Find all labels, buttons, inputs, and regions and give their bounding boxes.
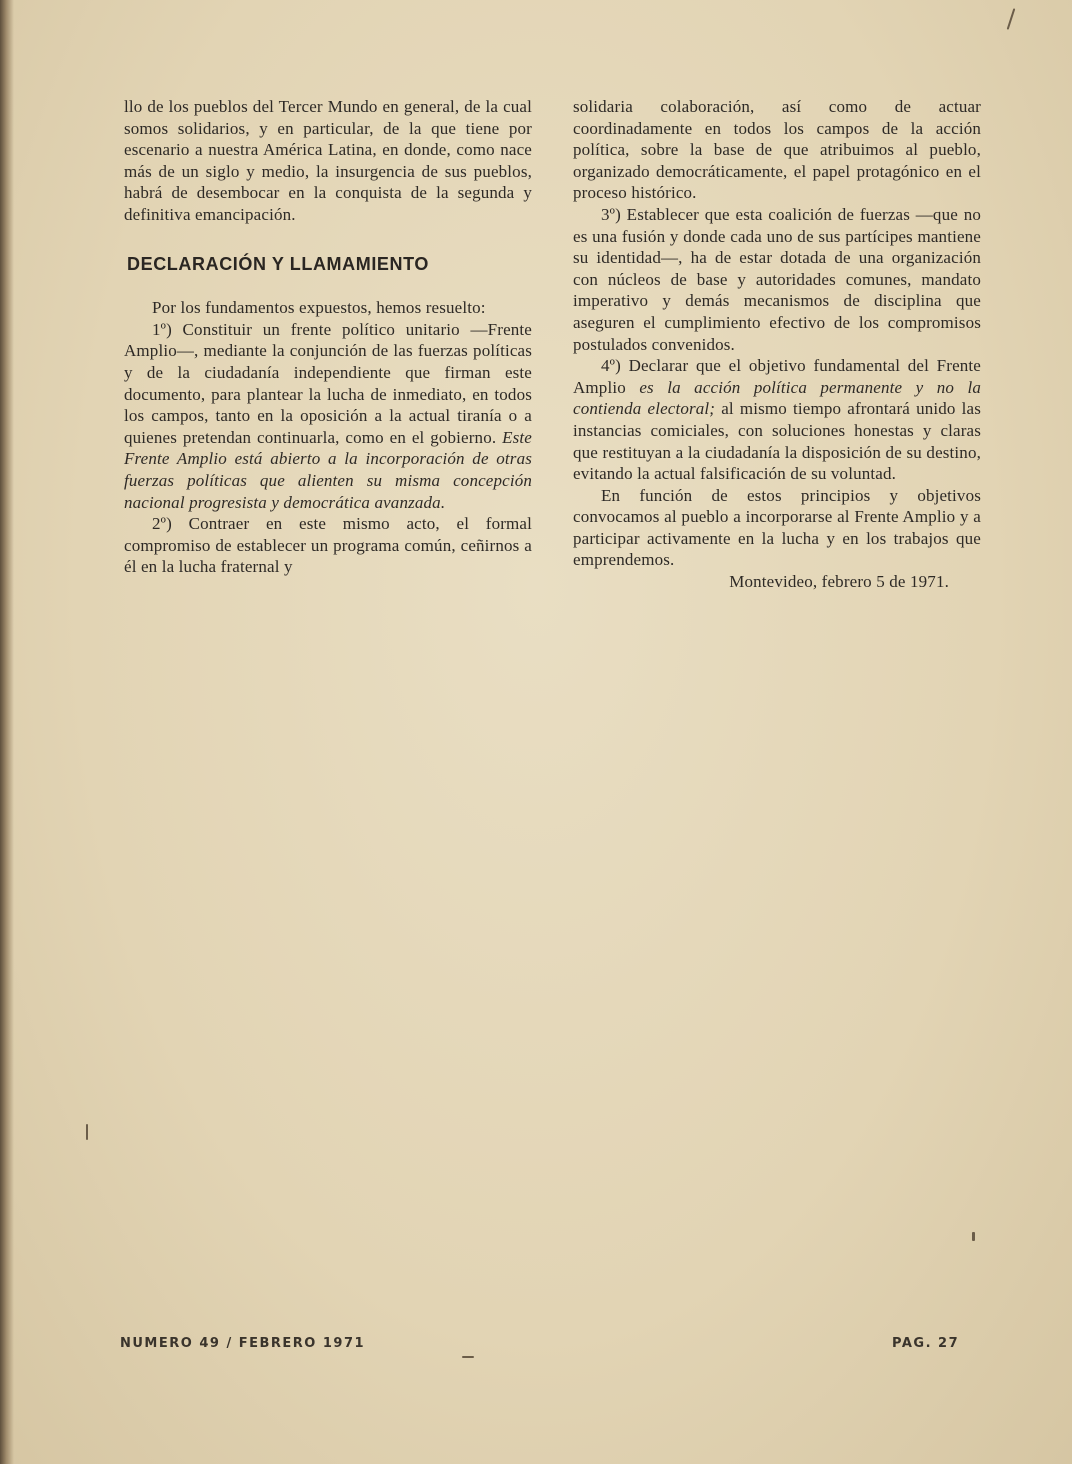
- page-binding-edge: [0, 0, 14, 1464]
- section-heading: DECLARACIÓN Y LLAMAMIENTO: [127, 253, 430, 274]
- footer-issue: NUMERO 49 / FEBRERO 1971: [120, 1336, 366, 1351]
- left-paragraph-1: llo de los pueblos del Tercer Mundo en general, de la cual somos solidarios, y en particular, de la que tiene por escenario a nuestra América Latina, en donde, como nace más de un siglo y medio, la insurgencia de sus pueblos, habrá de desembocar en la conquista de la segunda y definitiva emancipación.: [124, 97, 532, 224]
- footer-page-number: PAG. 27: [892, 1336, 960, 1351]
- right-column: [573, 96, 981, 593]
- left-paragraph-3: [124, 319, 532, 513]
- stray-mark-footer: [462, 1356, 474, 1358]
- right-paragraph-3-italic: es la acción política permanente y no la contienda electoral;: [573, 377, 981, 419]
- signature-date: Montevideo, febrero 5 de 1971.: [729, 572, 949, 592]
- left-paragraph-3-text: 1º) Constituir un frente político unitario —Frente Amplio—, mediante la conjunción de las fuerzas políticas y de la ciudadanía independiente que firman este documento, para plantear la lucha de inmediato, en todos los campos, tanto en la oposición a la actual tiranía o a quienes pretendan continuarla, como en el gobierno.: [124, 319, 532, 447]
- left-paragraph-2: Por los fundamentos expuestos, hemos resuelto:: [152, 298, 486, 318]
- stray-mark-left: [86, 1124, 88, 1140]
- left-paragraph-3-italic: Este Frente Amplio está abierto a la incorporación de otras fuerzas políticas que alienten su misma concepción nacional progresista y democrática avanzada.: [124, 427, 532, 512]
- stray-mark-right: [972, 1232, 975, 1241]
- right-paragraph-3-end: al mismo tiempo afrontará unido las instancias comiciales, con soluciones honestas y claras que restituyan a la ciudadanía la disposición de su destino, evitando la actual falsificación de su voluntad.: [573, 399, 982, 484]
- right-paragraph-3-text: 4º) Declarar que el objetivo fundamental del Frente Amplio: [573, 356, 981, 397]
- right-paragraph-2: 3º) Establecer que esta coalición de fuerzas —que no es una fusión y donde cada uno de sus partícipes mantiene su identidad—, ha de estar dotada de una organización con núcleos de base y autoridades comunes, mandato imperativo y demás mecanismos de disciplina que aseguren el cumplimiento efectivo de los compromisos postulados convenidos.: [573, 204, 981, 354]
- stray-mark-top-right: [1007, 8, 1016, 30]
- left-paragraph-4: 2º) Contraer en este mismo acto, el formal compromiso de establecer un programa común, ceñirnos a él en la lucha fraternal y: [124, 514, 532, 577]
- left-column: [124, 96, 532, 578]
- right-paragraph-1: solidaria colaboración, así como de actuar coordinadamente en todos los campos de la acción política, sobre la base de que atribuimos al pueblo, organizado democráticamente, el papel protagónico en el proceso histórico.: [573, 97, 981, 203]
- right-paragraph-4: En función de estos principios y objetivos convocamos al pueblo a incorporarse al Frente Amplio y a participar activamente en la lucha y en los trabajos que emprendemos.: [573, 485, 981, 570]
- right-paragraph-3: [573, 355, 981, 485]
